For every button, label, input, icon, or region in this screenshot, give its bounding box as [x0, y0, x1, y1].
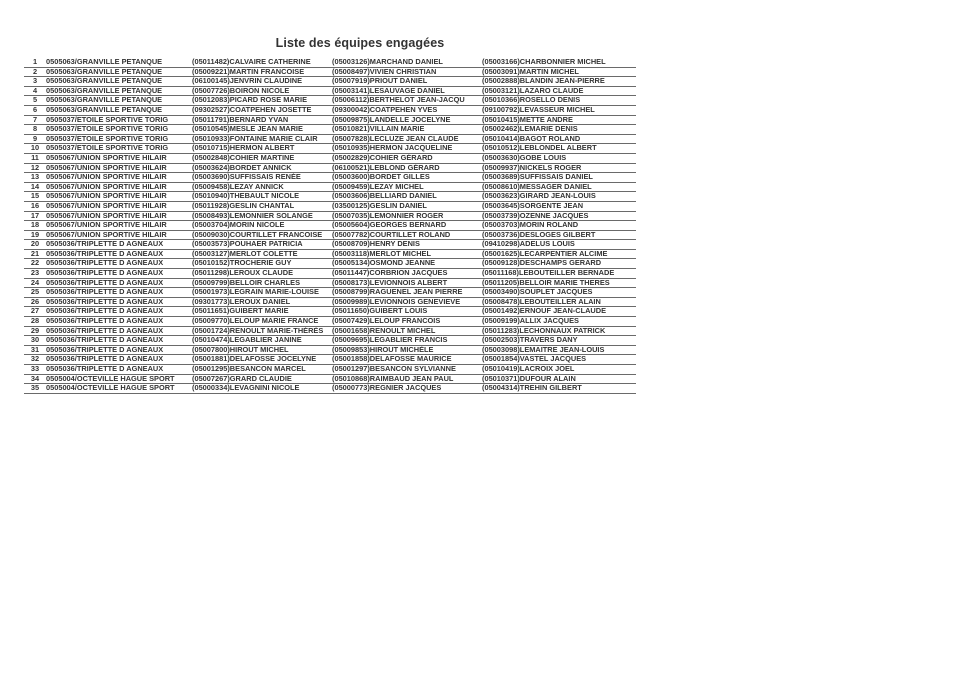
- team-number: 23: [24, 269, 46, 279]
- player-3: (05008478)LEBOUTEILLER ALAIN: [482, 297, 636, 307]
- table-row: [24, 230, 636, 240]
- player-2: (05008799)RAGUENEL JEAN PIERRE: [332, 288, 482, 298]
- club-name: 0505037/ETOILE SPORTIVE TORIG: [46, 144, 192, 154]
- player-2: (05008709)HENRY DENIS: [332, 240, 482, 250]
- club-name: 0505036/TRIPLETTE D AGNEAUX: [46, 278, 192, 288]
- team-number: 29: [24, 326, 46, 336]
- team-number: 21: [24, 249, 46, 259]
- player-3: (05003091)MARTIN MICHEL: [482, 67, 636, 77]
- player-1: (05001973)LEGRAIN MARIE-LOUISE: [192, 288, 332, 298]
- table-row: [24, 105, 636, 115]
- title-text: Liste des équipes engagées: [275, 36, 445, 50]
- player-2: (05002829)COHIER GÉRARD: [332, 153, 482, 163]
- table-row: [24, 269, 636, 279]
- player-2: (05007429)LELOUP FRANCOIS: [332, 317, 482, 327]
- player-2: (05008497)VIVIEN CHRISTIAN: [332, 67, 482, 77]
- player-1: (05011298)LEROUX CLAUDE: [192, 269, 332, 279]
- table-row: [24, 96, 636, 106]
- player-1: (05007267)GRARD CLAUDIE: [192, 374, 332, 384]
- player-2: (05010868)RAIMBAUD JEAN PAUL: [332, 374, 482, 384]
- table-row: [24, 365, 636, 375]
- table-row: [24, 58, 636, 67]
- player-2: (03500125)GESLIN DANIEL: [332, 201, 482, 211]
- player-3: (05003645)SORGENTE JEAN: [482, 201, 636, 211]
- club-name: 0505036/TRIPLETTE D AGNEAUX: [46, 249, 192, 259]
- club-name: 0505063/GRANVILLE PETANQUE: [46, 58, 192, 67]
- club-name: 0505037/ETOILE SPORTIVE TORIG: [46, 125, 192, 135]
- club-name: 0505036/TRIPLETTE D AGNEAUX: [46, 336, 192, 346]
- team-number: 33: [24, 365, 46, 375]
- club-name: 0505036/TRIPLETTE D AGNEAUX: [46, 326, 192, 336]
- player-3: (05011168)LEBOUTEILLER BERNADE: [482, 269, 636, 279]
- table-row: [24, 355, 636, 365]
- player-2: (05007782)COURTILLET ROLAND: [332, 230, 482, 240]
- teams-table: [24, 58, 636, 394]
- player-3: (05009128)DESCHAMPS GERARD: [482, 259, 636, 269]
- team-number: 10: [24, 144, 46, 154]
- player-3: (09100792)LEVASSEUR MICHEL: [482, 105, 636, 115]
- club-name: 0505067/UNION SPORTIVE HILAIR: [46, 163, 192, 173]
- player-2: (05003126)MARCHAND DANIEL: [332, 58, 482, 67]
- player-3: (09410298)ADELUS LOUIS: [482, 240, 636, 250]
- club-name: 0505067/UNION SPORTIVE HILAIR: [46, 201, 192, 211]
- player-2: (05009875)LANDELLE JOCELYNE: [332, 115, 482, 125]
- player-1: (05010933)FONTAINE MARIE CLAIR: [192, 134, 332, 144]
- team-number: 6: [24, 105, 46, 115]
- club-name: 0505037/ETOILE SPORTIVE TORIG: [46, 115, 192, 125]
- team-number: 4: [24, 86, 46, 96]
- table-row: [24, 86, 636, 96]
- club-name: 0505063/GRANVILLE PETANQUE: [46, 67, 192, 77]
- table-row: [24, 288, 636, 298]
- player-1: (05009458)LEZAY ANNICK: [192, 182, 332, 192]
- team-number: 16: [24, 201, 46, 211]
- player-2: (05009853)HIROUT MICHÈLE: [332, 345, 482, 355]
- table-row: [24, 134, 636, 144]
- club-name: 0505004/OCTEVILLE HAGUE SPORT: [46, 384, 192, 394]
- player-2: (06100521)LEBLOND GÉRARD: [332, 163, 482, 173]
- player-1: (05003573)POUHAER PATRICIA: [192, 240, 332, 250]
- player-3: (05003121)LAZARO CLAUDE: [482, 86, 636, 96]
- team-number: 8: [24, 125, 46, 135]
- team-number: 26: [24, 297, 46, 307]
- player-1: (05007726)BOIRON NICOLE: [192, 86, 332, 96]
- player-1: (05011482)CALVAIRE CATHERINE: [192, 58, 332, 67]
- player-2: (05008173)LEVIONNOIS ALBERT: [332, 278, 482, 288]
- player-2: (05003606)BELLIARD DANIEL: [332, 192, 482, 202]
- club-name: 0505063/GRANVILLE PETANQUE: [46, 96, 192, 106]
- player-3: (05010415)METTE ANDRE: [482, 115, 636, 125]
- player-1: (09302527)COATPEHEN JOSETTE: [192, 105, 332, 115]
- player-3: (05003736)DESLOGES GILBERT: [482, 230, 636, 240]
- player-2: (05005134)OSMOND JEANNE: [332, 259, 482, 269]
- club-name: 0505036/TRIPLETTE D AGNEAUX: [46, 297, 192, 307]
- player-2: (05003141)LESAUVAGE DANIEL: [332, 86, 482, 96]
- team-number: 13: [24, 173, 46, 183]
- table-row: [24, 67, 636, 77]
- player-3: (05002462)LEMARIE DENIS: [482, 125, 636, 135]
- club-name: 0505036/TRIPLETTE D AGNEAUX: [46, 288, 192, 298]
- club-name: 0505063/GRANVILLE PETANQUE: [46, 86, 192, 96]
- table-row: [24, 374, 636, 384]
- player-3: (05003098)LEMAITRE JEAN-LOUIS: [482, 345, 636, 355]
- club-name: 0505063/GRANVILLE PETANQUE: [46, 105, 192, 115]
- player-3: (05009199)ALLIX JACQUES: [482, 317, 636, 327]
- table-row: [24, 77, 636, 87]
- player-1: (05010715)HERMON ALBERT: [192, 144, 332, 154]
- player-2: (05009459)LEZAY MICHEL: [332, 182, 482, 192]
- page-title: [0, 36, 640, 50]
- club-name: 0505036/TRIPLETTE D AGNEAUX: [46, 259, 192, 269]
- table-row: [24, 144, 636, 154]
- club-name: 0505004/OCTEVILLE HAGUE SPORT: [46, 374, 192, 384]
- team-number: 30: [24, 336, 46, 346]
- team-number: 34: [24, 374, 46, 384]
- team-number: 24: [24, 278, 46, 288]
- player-2: (05007828)LECLUZE JEAN CLAUDE: [332, 134, 482, 144]
- player-3: (05003739)OZENNE JACQUES: [482, 211, 636, 221]
- club-name: 0505067/UNION SPORTIVE HILAIR: [46, 230, 192, 240]
- player-2: (05001297)BESANCON SYLVIANNE: [332, 365, 482, 375]
- team-number: 28: [24, 317, 46, 327]
- player-3: (05010512)LEBLONDEL ALBERT: [482, 144, 636, 154]
- table-row: [24, 345, 636, 355]
- player-3: (05003166)CHARBONNIER MICHEL: [482, 58, 636, 67]
- player-3: (05008610)MESSAGER DANIEL: [482, 182, 636, 192]
- player-2: (05010935)HERMON JACQUELINE: [332, 144, 482, 154]
- player-1: (05011651)GUIBERT MARIE: [192, 307, 332, 317]
- club-name: 0505067/UNION SPORTIVE HILAIR: [46, 221, 192, 231]
- club-name: 0505067/UNION SPORTIVE HILAIR: [46, 192, 192, 202]
- player-1: (05010474)LEGABLIER JANINE: [192, 336, 332, 346]
- player-1: (05008493)LEMONNIER SOLANGE: [192, 211, 332, 221]
- team-number: 15: [24, 192, 46, 202]
- teams-table-body: [24, 58, 636, 393]
- player-1: (05012083)PICARD ROSE MARIE: [192, 96, 332, 106]
- club-name: 0505067/UNION SPORTIVE HILAIR: [46, 173, 192, 183]
- team-number: 32: [24, 355, 46, 365]
- table-row: [24, 182, 636, 192]
- player-2: (05005604)GEORGES BERNARD: [332, 221, 482, 231]
- player-2: (05011447)CORBRION JACQUES: [332, 269, 482, 279]
- club-name: 0505067/UNION SPORTIVE HILAIR: [46, 153, 192, 163]
- player-3: (05003623)GIRARD JEAN-LOUIS: [482, 192, 636, 202]
- player-2: (05009989)LEVIONNOIS GENEVIEVE: [332, 297, 482, 307]
- player-2: (05010821)VILLAIN MARIE: [332, 125, 482, 135]
- team-number: 35: [24, 384, 46, 394]
- club-name: 0505037/ETOILE SPORTIVE TORIG: [46, 134, 192, 144]
- player-3: (05010366)ROSELLO DENIS: [482, 96, 636, 106]
- club-name: 0505036/TRIPLETTE D AGNEAUX: [46, 240, 192, 250]
- player-1: (05010940)THEBAULT NICOLE: [192, 192, 332, 202]
- table-row: [24, 240, 636, 250]
- player-3: (05004314)TREHIN GILBERT: [482, 384, 636, 394]
- table-row: [24, 336, 636, 346]
- club-name: 0505036/TRIPLETTE D AGNEAUX: [46, 269, 192, 279]
- player-1: (06100145)JENVRIN CLAUDINE: [192, 77, 332, 87]
- table-row: [24, 173, 636, 183]
- player-1: (05009221)MARTIN FRANCOISE: [192, 67, 332, 77]
- table-row: [24, 221, 636, 231]
- player-3: (05011205)BELLOIR MARIE THERES: [482, 278, 636, 288]
- table-row: [24, 297, 636, 307]
- table-row: [24, 317, 636, 327]
- table-row: [24, 192, 636, 202]
- team-number: 2: [24, 67, 46, 77]
- table-row: [24, 125, 636, 135]
- player-1: (05009030)COURTILLET FRANCOISE: [192, 230, 332, 240]
- player-2: (05007035)LEMONNIER ROGER: [332, 211, 482, 221]
- player-1: (05000334)LEVAGNINI NICOLE: [192, 384, 332, 394]
- player-2: (05011650)GUIBERT LOUIS: [332, 307, 482, 317]
- table-row: [24, 307, 636, 317]
- player-3: (05011283)LECHONNAUX PATRICK: [482, 326, 636, 336]
- player-1: (05009770)LELOUP MARIE FRANCE: [192, 317, 332, 327]
- team-number: 12: [24, 163, 46, 173]
- player-2: (05003600)BORDET GILLES: [332, 173, 482, 183]
- player-1: (05003127)MERLOT COLETTE: [192, 249, 332, 259]
- team-number: 18: [24, 221, 46, 231]
- player-1: (09301773)LEROUX DANIEL: [192, 297, 332, 307]
- club-name: 0505036/TRIPLETTE D AGNEAUX: [46, 307, 192, 317]
- table-row: [24, 249, 636, 259]
- player-2: (05007919)PRIOUT DANIEL: [332, 77, 482, 87]
- player-3: (05003689)SUFFISSAIS DANIEL: [482, 173, 636, 183]
- player-1: (05010545)MESLE JEAN MARIE: [192, 125, 332, 135]
- table-row: [24, 259, 636, 269]
- club-name: 0505036/TRIPLETTE D AGNEAUX: [46, 345, 192, 355]
- club-name: 0505067/UNION SPORTIVE HILAIR: [46, 182, 192, 192]
- player-3: (05003490)SOUPLET JACQUES: [482, 288, 636, 298]
- table-row: [24, 201, 636, 211]
- team-number: 9: [24, 134, 46, 144]
- player-2: (05009695)LEGABLIER FRANCIS: [332, 336, 482, 346]
- table-row: [24, 326, 636, 336]
- player-1: (05009799)BELLOIR CHARLES: [192, 278, 332, 288]
- table-row: [24, 163, 636, 173]
- player-2: (05001858)DELAFOSSE MAURICE: [332, 355, 482, 365]
- player-3: (05009937)NICKELS ROGER: [482, 163, 636, 173]
- player-1: (05003690)SUFFISSAIS RENÉE: [192, 173, 332, 183]
- player-2: (09300042)COATPEHEN YVES: [332, 105, 482, 115]
- team-number: 27: [24, 307, 46, 317]
- table-row: [24, 384, 636, 394]
- team-number: 20: [24, 240, 46, 250]
- player-2: (05003118)MERLOT MICHEL: [332, 249, 482, 259]
- club-name: 0505036/TRIPLETTE D AGNEAUX: [46, 365, 192, 375]
- player-1: (05001881)DELAFOSSE JOCELYNE: [192, 355, 332, 365]
- club-name: 0505036/TRIPLETTE D AGNEAUX: [46, 317, 192, 327]
- player-3: (05001854)VASTEL JACQUES: [482, 355, 636, 365]
- team-number: 1: [24, 58, 46, 67]
- player-1: (05002848)COHIER MARTINE: [192, 153, 332, 163]
- player-3: (05001625)LECARPENTIER ALCIME: [482, 249, 636, 259]
- player-3: (05010414)BAGOT ROLAND: [482, 134, 636, 144]
- table-row: [24, 153, 636, 163]
- team-number: 14: [24, 182, 46, 192]
- player-1: (05011928)GESLIN CHANTAL: [192, 201, 332, 211]
- team-number: 31: [24, 345, 46, 355]
- team-number: 7: [24, 115, 46, 125]
- table-row: [24, 115, 636, 125]
- player-1: (05010152)TROCHERIE GUY: [192, 259, 332, 269]
- team-number: 11: [24, 153, 46, 163]
- player-3: (05003630)GOBE LOUIS: [482, 153, 636, 163]
- player-2: (05006112)BERTHELOT JEAN-JACQU: [332, 96, 482, 106]
- player-2: (05000773)REGNIER JACQUES: [332, 384, 482, 394]
- team-number: 19: [24, 230, 46, 240]
- player-3: (05002888)BLANDIN JEAN-PIERRE: [482, 77, 636, 87]
- player-1: (05001724)RENOULT MARIE-THÉRÈS: [192, 326, 332, 336]
- player-3: (05010419)LACROIX JOEL: [482, 365, 636, 375]
- player-1: (05007800)HIROUT MICHEL: [192, 345, 332, 355]
- team-number: 3: [24, 77, 46, 87]
- player-1: (05011791)BERNARD YVAN: [192, 115, 332, 125]
- club-name: 0505067/UNION SPORTIVE HILAIR: [46, 211, 192, 221]
- team-number: 25: [24, 288, 46, 298]
- player-1: (05003704)MORIN NICOLE: [192, 221, 332, 231]
- player-3: (05001492)ERNOUF JEAN-CLAUDE: [482, 307, 636, 317]
- player-1: (05001295)BESANCON MARCEL: [192, 365, 332, 375]
- team-number: 22: [24, 259, 46, 269]
- table-row: [24, 278, 636, 288]
- player-2: (05001658)RENOULT MICHEL: [332, 326, 482, 336]
- team-number: 5: [24, 96, 46, 106]
- player-1: (05003624)BORDET ANNICK: [192, 163, 332, 173]
- player-3: (05003703)MORIN ROLAND: [482, 221, 636, 231]
- player-3: (05010371)DUFOUR ALAIN: [482, 374, 636, 384]
- table-row: [24, 211, 636, 221]
- club-name: 0505036/TRIPLETTE D AGNEAUX: [46, 355, 192, 365]
- team-number: 17: [24, 211, 46, 221]
- club-name: 0505063/GRANVILLE PETANQUE: [46, 77, 192, 87]
- player-3: (05002503)TRAVERS DANY: [482, 336, 636, 346]
